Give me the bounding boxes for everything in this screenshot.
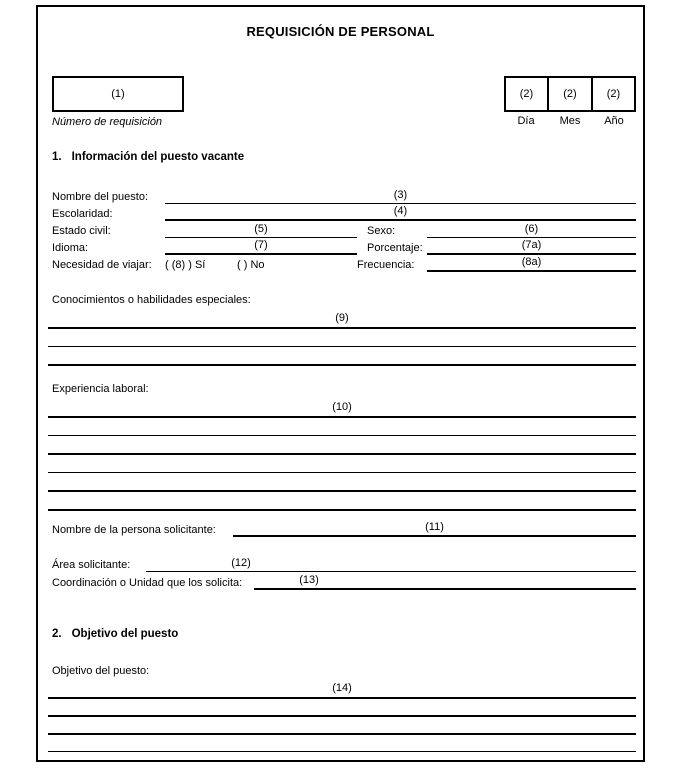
travel-yes-option[interactable]: ( (8) ) Sí bbox=[165, 259, 206, 271]
experience-line-2[interactable] bbox=[48, 435, 636, 436]
objective-line-4[interactable] bbox=[48, 751, 636, 752]
skills-line-1[interactable] bbox=[48, 327, 636, 329]
requesting-area-tag: (12) bbox=[231, 557, 251, 569]
coordination-unit-label: Coordinación o Unidad que los solicita: bbox=[52, 577, 243, 589]
requesting-area-input[interactable] bbox=[146, 556, 636, 572]
education-tag: (4) bbox=[393, 205, 408, 217]
field-row-language-percentage bbox=[52, 238, 636, 255]
language-tag: (7) bbox=[254, 239, 268, 251]
field-row-requester-name bbox=[52, 520, 636, 537]
experience-tag: (10) bbox=[332, 401, 352, 413]
field-row-education bbox=[52, 204, 636, 221]
coordination-unit-tag: (13) bbox=[299, 574, 319, 586]
field-row-travel-frequency bbox=[52, 255, 636, 272]
frequency-label: Frecuencia: bbox=[357, 259, 415, 271]
language-label: Idioma: bbox=[52, 242, 89, 254]
section-1-number: 1. bbox=[52, 151, 62, 163]
requisition-number-box[interactable] bbox=[52, 76, 184, 112]
requester-name-input[interactable] bbox=[233, 520, 636, 537]
section-2-title: Objetivo del puesto bbox=[71, 628, 179, 640]
education-input[interactable] bbox=[165, 204, 636, 221]
section-2-number: 2. bbox=[52, 628, 62, 640]
objective-line-1[interactable] bbox=[48, 697, 636, 699]
date-day-tag: (2) bbox=[519, 88, 534, 100]
date-month-tag: (2) bbox=[563, 88, 577, 100]
date-month-box[interactable] bbox=[548, 76, 592, 112]
date-year-label: Año bbox=[604, 115, 624, 127]
coordination-unit-input[interactable] bbox=[254, 573, 636, 590]
education-label: Escolaridad: bbox=[52, 208, 113, 220]
date-day-box[interactable] bbox=[504, 76, 548, 112]
field-row-job-name bbox=[52, 187, 636, 204]
requisition-number-caption: Número de requisición bbox=[52, 116, 163, 128]
language-input[interactable] bbox=[165, 238, 357, 255]
travel-label: Necesidad de viajar: bbox=[52, 259, 152, 271]
experience-line-4[interactable] bbox=[48, 472, 636, 473]
sex-label: Sexo: bbox=[367, 225, 396, 237]
experience-line-3[interactable] bbox=[48, 453, 636, 455]
travel-no-option[interactable]: ( ) No bbox=[237, 259, 265, 271]
section-1-heading bbox=[52, 151, 244, 163]
job-name-input[interactable] bbox=[165, 188, 636, 204]
experience-line-5[interactable] bbox=[48, 490, 636, 492]
objective-tag: (14) bbox=[332, 682, 352, 694]
frequency-input[interactable] bbox=[427, 255, 636, 272]
job-name-tag: (3) bbox=[393, 189, 408, 201]
objective-label: Objetivo del puesto: bbox=[52, 665, 150, 677]
field-row-coordination-unit bbox=[52, 573, 636, 590]
field-row-marital-sex bbox=[52, 221, 636, 238]
date-year-box[interactable] bbox=[592, 76, 636, 112]
field-row-requesting-area bbox=[52, 555, 636, 572]
requester-name-tag: (11) bbox=[425, 521, 444, 533]
skills-line-2[interactable] bbox=[48, 346, 636, 347]
requesting-area-label: Área solicitante: bbox=[52, 559, 131, 571]
section-2-heading bbox=[52, 628, 178, 640]
skills-label: Conocimientos o habilidades especiales: bbox=[52, 294, 251, 306]
percentage-label: Porcentaje: bbox=[367, 242, 423, 254]
experience-label: Experiencia laboral: bbox=[52, 383, 149, 395]
percentage-input[interactable] bbox=[427, 238, 636, 255]
sex-input[interactable] bbox=[427, 222, 636, 238]
requisition-number-tag: (1) bbox=[111, 88, 125, 100]
frequency-tag: (8a) bbox=[521, 256, 542, 268]
date-boxes bbox=[504, 76, 636, 112]
document-frame bbox=[36, 5, 645, 762]
marital-status-label: Estado civil: bbox=[52, 225, 111, 237]
sex-tag: (6) bbox=[524, 223, 539, 235]
objective-line-2[interactable] bbox=[48, 715, 636, 717]
date-day-label: Día bbox=[517, 115, 535, 127]
job-name-label: Nombre del puesto: bbox=[52, 191, 148, 203]
marital-status-tag: (5) bbox=[254, 223, 268, 235]
experience-line-1[interactable] bbox=[48, 416, 636, 418]
requester-name-label: Nombre de la persona solicitante: bbox=[52, 524, 216, 536]
page-title: REQUISICIÓN DE PERSONAL bbox=[246, 24, 435, 39]
date-labels bbox=[504, 115, 636, 127]
experience-line-6[interactable] bbox=[48, 509, 636, 511]
skills-line-3[interactable] bbox=[48, 364, 636, 366]
percentage-tag: (7a) bbox=[521, 239, 542, 251]
marital-status-input[interactable] bbox=[165, 222, 357, 238]
date-year-tag: (2) bbox=[606, 88, 621, 100]
section-1-title: Información del puesto vacante bbox=[71, 151, 245, 163]
date-month-label: Mes bbox=[559, 115, 581, 127]
objective-line-3[interactable] bbox=[48, 733, 636, 735]
skills-tag: (9) bbox=[335, 312, 349, 324]
